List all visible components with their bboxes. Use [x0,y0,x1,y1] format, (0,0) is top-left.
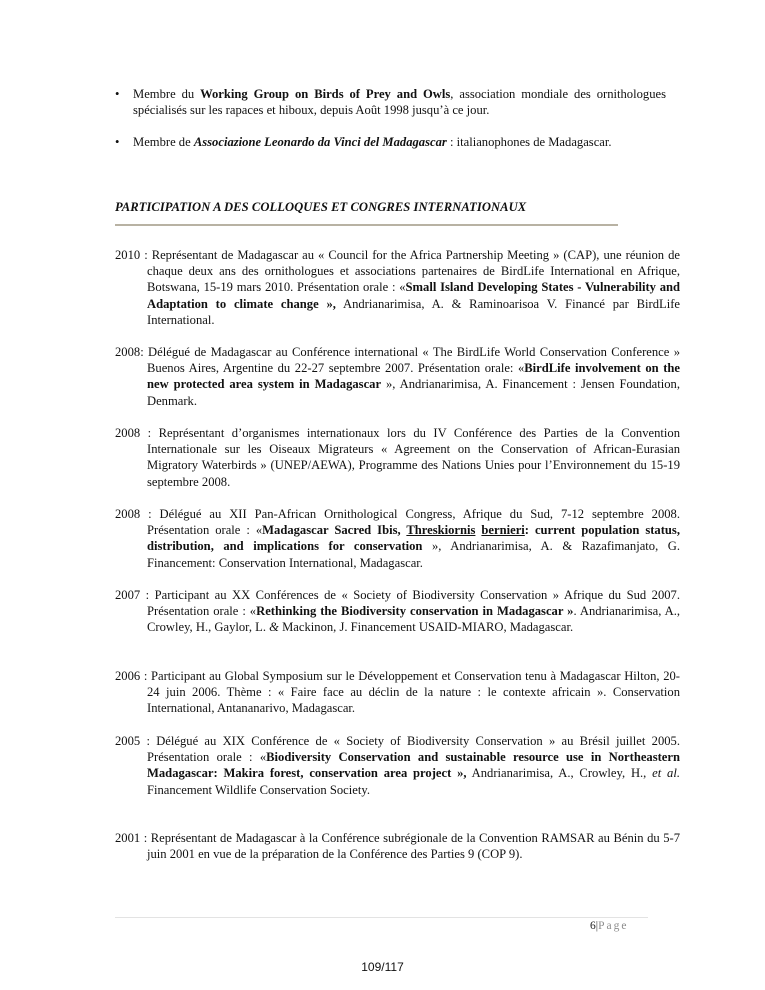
entry-2001: 2001 : Représentant de Madagascar à la Conférence subrégionale de la Convention RAMSAR au Bénin du 5-7 juin 2001 en vue de la préparation de la Conférence des Parties 9 (COP 9). [115,831,680,862]
entry-2010: 2010 : Représentant de Madagascar au « Council for the Africa Partnership Meeting » (CAP), une réunion de chaque deux ans des ornithologues et associations partenaires de BirdLife International en Afrique, Botswana, 15-19 mars 2010. Présentation orale : «Small Island Developing States - Vulnerability and Adaptation to climate change », Andrianarimisa, A. & Raminoarisoa V. Financé par BirdLife International. [115,248,680,327]
bullet-icon: • [115,135,120,149]
footer-divider [115,917,648,918]
entry-2006: 2006 : Participant au Global Symposium sur le Développement et Conservation tenu à Madagascar Hilton, 20-24 juin 2006. Thème : « Faire face au déclin de la nature : le contexte africain ». Conservation International, Antananarivo, Madagascar. [115,669,680,716]
bullet-icon: • [115,87,120,101]
entry-2008-ornithological-congress: 2008 : Délégué au XII Pan-African Ornithological Congress, Afrique du Sud, 7-12 septembre 2008. Présentation orale : «Madagascar Sacred Ibis, Threskiornis bernieri: current population status, distribution, and implications for conservation », Andrianarimisa, A. & Razafimanjato, G. Financement: Conservation International, Madagascar. [115,507,680,570]
entry-2007: 2007 : Participant au XX Conférences de « Society of Biodiversity Conservation » Afrique du Sud 2007. Présentation orale : «Rethinking the Biodiversity conservation in Madagascar ». Andrianarimisa, A., Crowley, H., Gaylor, L. & Mackinon, J. Financement USAID-MIARO, Madagascar. [115,588,680,635]
entry-2005: 2005 : Délégué au XIX Conférence de « Society of Biodiversity Conservation » au Brésil juillet 2005. Présentation orale : «Biodiversity Conservation and sustainable resource use in Northeastern Madagascar: Makira forest, conservation area project », Andrianarimisa, A., Crowley, H., et al. Financement Wildlife Conservation Society. [115,734,680,797]
entry-2008-aewa: 2008 : Représentant d’organismes internationaux lors du IV Conférence des Parties de la Convention Internationale sur les Oiseaux Migrateurs « Agreement on the Conservation of African-Eurasian Migratory Waterbirds » (UNEP/AEWA), Programme des Nations Unies pour l’Environnement du 15-19 septembre 2008. [115,426,680,489]
bullet-item-associazione: • Membre de Associazione Leonardo da Vinci del Madagascar : italianophones de Madagascar. [115,135,612,149]
entry-2008-birdlife: 2008: Délégué de Madagascar au Conférence international « The BirdLife World Conservation Conference » Buenos Aires, Argentine du 22-27 septembre 2007. Présentation orale: «BirdLife involvement on the new protected area system in Madagascar », Andrianarimisa, A. Financement : Jensen Foundation, Denmark. [115,345,680,408]
page-number: 6|Page [590,920,629,932]
bullet-item-working-group: • Membre du Working Group on Birds of Prey and Owls, association mondiale des ornithologues spécialisés sur les rapaces et hiboux, depuis Août 1998 jusqu’à ce jour. [115,87,666,118]
heading-underline [115,224,618,226]
section-heading: PARTICIPATION A DES COLLOQUES ET CONGRES INTERNATIONAUX [115,200,527,214]
document-page-counter: 109/117 [361,960,404,974]
